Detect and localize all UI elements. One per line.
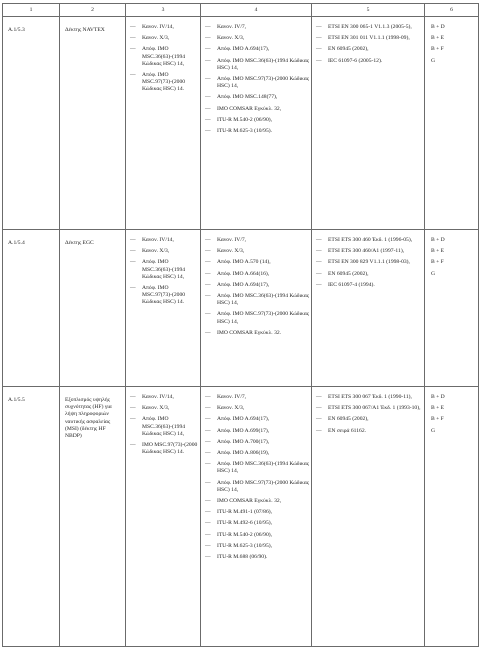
list-item: — EN σειρά 61162. bbox=[315, 428, 422, 435]
item-name: Δέκτης EGC bbox=[60, 230, 126, 387]
list-item: — ETSI ETS 300 460 Έκδ. 1 (1996-05), bbox=[315, 237, 422, 244]
list-item: — ITU-R M.625-3 (10/95), bbox=[204, 543, 309, 550]
header-row bbox=[3, 4, 479, 17]
testing-standards-cell bbox=[312, 230, 425, 387]
testing-standards-cell bbox=[312, 387, 425, 647]
list-item: — Κανον. IV/14, bbox=[129, 394, 198, 401]
list-item: — Απόφ. IMO A.664(16), bbox=[204, 271, 309, 278]
list-item: — ETSI ETS 300 460/A1 (1997-11), bbox=[315, 248, 422, 255]
list-item: — Κανον. IV/14, bbox=[129, 24, 198, 31]
list-item: — ITU-R M.540-2 (06/90), bbox=[204, 532, 309, 539]
list-item: — Κανον. X/3, bbox=[204, 405, 309, 412]
list-item: — EN 60945 (2002), bbox=[315, 46, 422, 53]
module-item: B + E bbox=[431, 405, 445, 412]
list-item: — IMO COMSAR Εγκύκλ. 32, bbox=[204, 498, 309, 505]
module-item: B + F bbox=[431, 46, 444, 53]
list-item: — Απόφ. IMO MSC.97(73)-(2000 Κώδικας HSC) 14, bbox=[204, 76, 309, 90]
list-item: — Απόφ. IMO MSC.97(73)-(2000 Κώδικας HSC) 14, bbox=[204, 480, 309, 494]
item-name: Δέκτης NAVTEX bbox=[60, 17, 126, 230]
list-item: — ETSI ETS 300 067/A1 Έκδ. 1 (1993-10), bbox=[315, 405, 422, 412]
list-item: — Απόφ. IMO MSC.148(77), bbox=[204, 94, 309, 101]
list-item: — Απόφ. IMO MSC.36(63)-(1994 Κώδικας HSC) 14, bbox=[129, 416, 198, 438]
list-item: — Απόφ. IMO A.806(19), bbox=[204, 450, 309, 457]
list-item: — Κανον. X/3, bbox=[129, 405, 198, 412]
list-item: — Απόφ. IMO A.694(17), bbox=[204, 46, 309, 53]
list-item: — Απόφ. IMO A.700(17), bbox=[204, 439, 309, 446]
regulations-cell bbox=[126, 387, 201, 647]
list-item: — Κανον. X/3, bbox=[204, 248, 309, 255]
list-item: — Κανον. X/3, bbox=[204, 35, 309, 42]
equipment-table bbox=[2, 3, 479, 647]
module-item: B + E bbox=[431, 35, 445, 42]
module-item: G bbox=[431, 270, 436, 277]
table-row bbox=[3, 230, 479, 387]
testing-standards-cell bbox=[312, 17, 425, 230]
list-item: — Κανον. IV/14, bbox=[129, 237, 198, 244]
column-header-1: 1 bbox=[3, 4, 60, 17]
list-item: — ITU-R M.625-3 (10/95). bbox=[204, 128, 309, 135]
column-header-6: 6 bbox=[425, 4, 479, 17]
module-item: B + D bbox=[431, 237, 445, 243]
list-item: — Απόφ. IMO MSC.36(63)-(1994 Κώδικας HSC) 14, bbox=[129, 46, 198, 68]
module-item: B + E bbox=[431, 248, 445, 255]
module-item: B + D bbox=[431, 394, 445, 400]
column-header-4: 4 bbox=[201, 4, 312, 17]
modules-cell bbox=[425, 387, 479, 647]
list-item: — IEC 61097-4 (1994). bbox=[315, 282, 422, 289]
list-item: — IEC 61097-6 (2005-12). bbox=[315, 58, 422, 65]
list-item: — Απόφ. IMO MSC.36(63)-(1994 Κώδικας HSC) 14, bbox=[204, 58, 309, 72]
list-item: — Κανον. IV/7, bbox=[204, 394, 309, 401]
module-item: B + F bbox=[431, 259, 444, 266]
table-row bbox=[3, 17, 479, 230]
list-item: — EN 60945 (2002), bbox=[315, 271, 422, 278]
item-id: A.1/5.5 bbox=[3, 387, 60, 647]
list-item: — Απόφ. IMO A.699(17), bbox=[204, 428, 309, 435]
regulations-cell bbox=[126, 230, 201, 387]
list-item: — Απόφ. IMO MSC.97(73)-(2000 Κώδικας HSC) 14. bbox=[129, 285, 198, 307]
list-item: — IMO COMSAR Εγκύκλ. 32, bbox=[204, 106, 309, 113]
list-item: — ITU-R M.688 (06/90). bbox=[204, 554, 309, 561]
column-header-2: 2 bbox=[60, 4, 126, 17]
list-item: — Απόφ. IMO A.694(17), bbox=[204, 416, 309, 423]
modules-cell bbox=[425, 230, 479, 387]
regulations-cell bbox=[126, 17, 201, 230]
list-item: — Απόφ. IMO MSC.97(73)-(2000 Κώδικας HSC) 14, bbox=[204, 311, 309, 325]
item-id: A.1/5.4 bbox=[3, 230, 60, 387]
list-item: — Κανον. IV/7, bbox=[204, 24, 309, 31]
list-item: — ETSI EN 300 829 V1.1.1 (1998-03), bbox=[315, 259, 422, 266]
list-item: — ITU-R M.540-2 (06/90), bbox=[204, 117, 309, 124]
module-item: G bbox=[431, 427, 436, 434]
list-item: — Απόφ. IMO A.570 (14), bbox=[204, 259, 309, 266]
performance-standards-cell bbox=[201, 387, 312, 647]
table-row bbox=[3, 387, 479, 647]
list-item: — Απόφ. IMO MSC.36(63)-(1994 Κώδικας HSC) 14, bbox=[129, 259, 198, 281]
list-item: — ETSI EN 300 065-1 V1.1.3 (2005-5), bbox=[315, 24, 422, 31]
module-item: B + F bbox=[431, 416, 444, 423]
list-item: — Απόφ. IMO A.694(17), bbox=[204, 282, 309, 289]
modules-cell bbox=[425, 17, 479, 230]
list-item: — ITU-R M.491-1 (07/86), bbox=[204, 509, 309, 516]
list-item: — ETSI EN 301 011 V1.1.1 (1998-09), bbox=[315, 35, 422, 42]
list-item: — Κανον. X/3, bbox=[129, 35, 198, 42]
list-item: — ETSI ETS 300 067 Έκδ. 1 (1990-11), bbox=[315, 394, 422, 401]
performance-standards-cell bbox=[201, 17, 312, 230]
list-item: — Απόφ. IMO MSC.36(63)-(1994 Κώδικας HSC) 14, bbox=[204, 461, 309, 475]
item-name: Εξοπλισμός υψηλής συχνότητας (HF) για λήψη πληροφοριών ναυτικής ασφαλείας (MSI) (δέκτης HF NBDP) bbox=[60, 387, 126, 647]
performance-standards-cell bbox=[201, 230, 312, 387]
list-item: — EN 60945 (2002), bbox=[315, 416, 422, 423]
list-item: — IMO COMSAR Εγκύκλ. 32. bbox=[204, 330, 309, 337]
item-id: A.1/5.3 bbox=[3, 17, 60, 230]
list-item: — ITU-R M.492-6 (10/95), bbox=[204, 520, 309, 527]
column-header-5: 5 bbox=[312, 4, 425, 17]
list-item: — Απόφ. IMO MSC.36(63)-(1994 Κώδικας HSC) 14, bbox=[204, 293, 309, 307]
list-item: — Απόφ. IMO MSC.97(73)-(2000 Κώδικας HSC) 14. bbox=[129, 72, 198, 94]
list-item: — Κανον. X/3, bbox=[129, 248, 198, 255]
list-item: — Κανον. IV/7, bbox=[204, 237, 309, 244]
list-item: — IMO MSC.97(73)-(2000 Κώδικας HSC) 14. bbox=[129, 442, 198, 456]
module-item: B + D bbox=[431, 24, 445, 30]
module-item: G bbox=[431, 57, 436, 64]
column-header-3: 3 bbox=[126, 4, 201, 17]
